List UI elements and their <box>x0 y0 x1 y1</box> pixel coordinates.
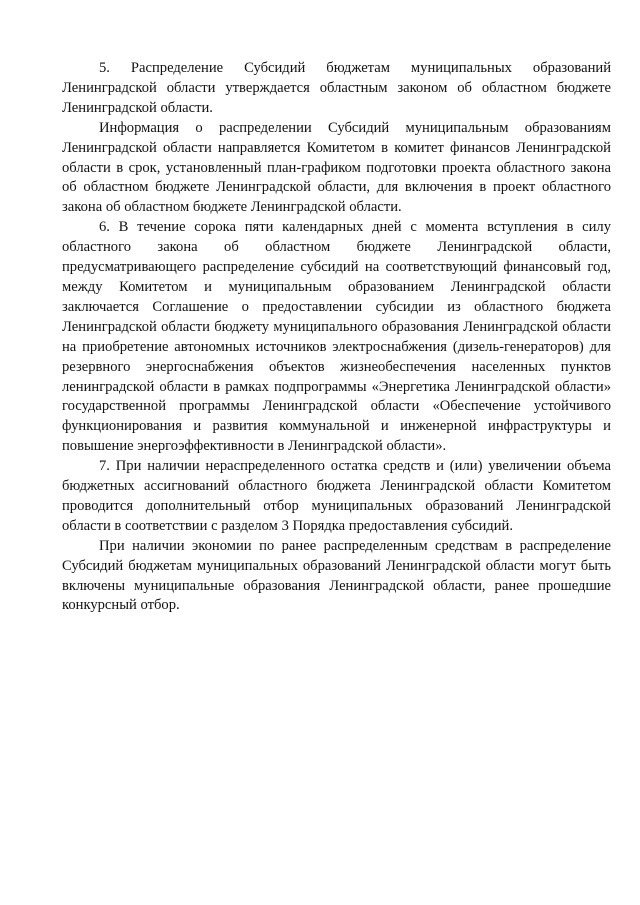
paragraph-savings: При наличии экономии по ранее распределенным средствам в распределение Субсидий бюджетам муниципальных образований Ленинградской области могут быть включены муниципальные образования Ленинградской области, ранее прошедшие конкурсный отбор. <box>62 537 611 614</box>
paragraph-7-additional-selection: 7. При наличии нераспределенного остатка средств и (или) увеличении объема бюджетных ассигнований областного бюджета Ленинградской области Комитетом проводится дополнительный отбор муниципальных образований Ленинградской области в соответствии с разделом 3 Порядка предоставления субсидий. <box>62 458 611 534</box>
paragraph-6-agreement: 6. В течение сорока пяти календарных дней с момента вступления в силу областного закона об областном бюджете Ленинградской области, предусматривающего распределение субсидий на соответствующий финансовый год, между Комитетом и муниципальным образованием Ленинградской области заключается Соглашение о предоставлении субсидии из областного бюджета Ленинградской области бюджету муниципального образования Ленинградской области на приобретение автономных источников электроснабжения (дизель-генераторов) для резервного энергоснабжения объектов жизнеобеспечения населенных пунктов ленинградской области в рамках подпрограммы «Энергетика Ленинградской области» государственной программы Ленинградской области «Обеспечение устойчивого функционирования и развития коммунальной и инженерной инфраструктуры и повышение энергоэффективности в Ленинградской области». <box>62 219 611 455</box>
paragraph-distribution-info: Информация о распределении Субсидий муниципальным образованиям Ленинградской области направляется Комитетом в комитет финансов Ленинградской области в срок, установленный план-графиком подготовки проекта областного закона об областном бюджете Ленинградской области, для включения в проект областного закона об областном бюджете Ленинградской области. <box>62 119 611 216</box>
document-body <box>62 59 611 616</box>
paragraph-5-distribution: 5. Распределение Субсидий бюджетам муниципальных образований Ленинградской области утверждается областным законом об областном бюджете Ленинградской области. <box>62 60 611 116</box>
